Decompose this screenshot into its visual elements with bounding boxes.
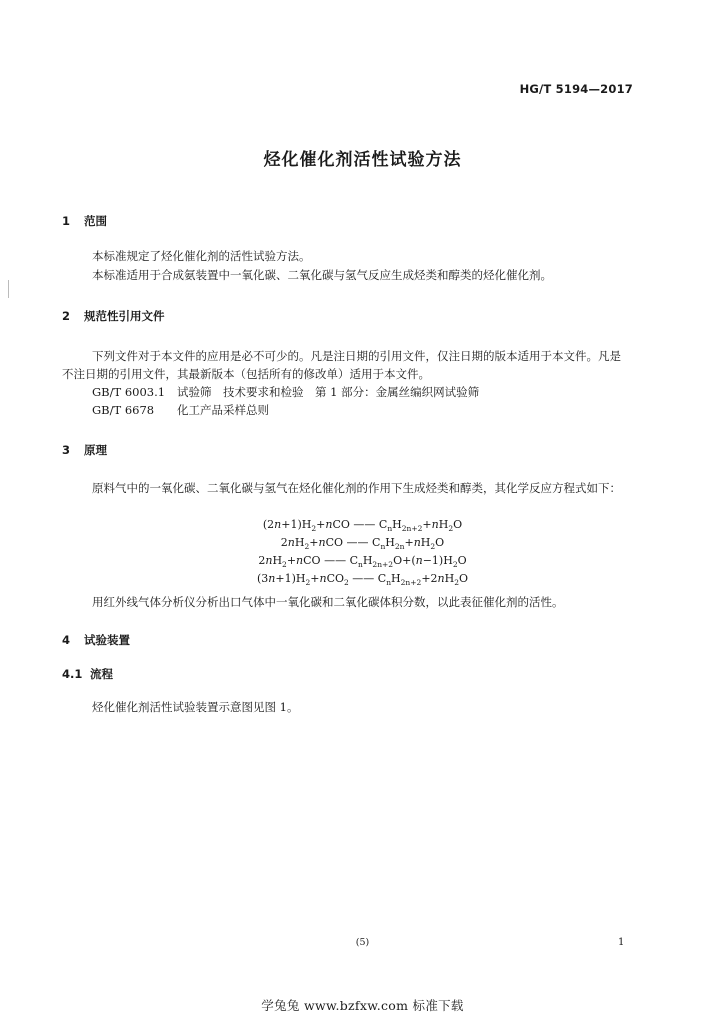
eq-text: + xyxy=(316,518,326,531)
eq-text: C xyxy=(349,554,358,567)
eq-sub: 2n+2 xyxy=(401,524,423,534)
section-number: 4 xyxy=(62,633,71,647)
section-2-heading xyxy=(62,308,165,324)
eq-sub: 2 xyxy=(304,542,310,552)
equation-3 xyxy=(0,552,725,569)
eq-arrow: —— xyxy=(324,554,347,567)
standard-code: HG/T 5194—2017 xyxy=(519,82,633,96)
eq-text: H xyxy=(272,554,283,567)
eq-text: +2 xyxy=(421,572,438,585)
eq-text: + xyxy=(309,536,319,549)
eq-arrow: —— xyxy=(353,518,376,531)
eq-text: O xyxy=(435,536,445,549)
eq-sub: 2 xyxy=(305,578,311,588)
eq-arrow: —— xyxy=(346,536,369,549)
subsection-number: 4.1 xyxy=(62,667,83,681)
section-title: 原理 xyxy=(84,443,107,457)
section-title: 范围 xyxy=(84,214,107,228)
equation-1 xyxy=(0,516,725,533)
paragraph: 烃化催化剂活性试验装置示意图见图 1。 xyxy=(92,700,299,714)
eq-text: 2 xyxy=(258,554,266,567)
eq-text: + xyxy=(422,518,432,531)
paragraph: 下列文件对于本文件的应用是必不可少的。凡是注日期的引用文件，仅注日期的版本适用于本文件。凡是不注日期的引用文件，其最新版本（包括所有的修改单）适用于本文件。 xyxy=(62,349,621,381)
eq-text: H xyxy=(294,536,305,549)
eq-var: n xyxy=(318,536,326,549)
page-number-right: 1 xyxy=(618,937,625,948)
eq-text: C xyxy=(372,536,381,549)
eq-sub: 2 xyxy=(452,560,458,570)
page-number-center: (5) xyxy=(355,937,370,948)
section-number: 1 xyxy=(62,214,71,228)
reference-item xyxy=(92,401,269,419)
eq-text: + xyxy=(404,536,414,549)
scan-artifact xyxy=(8,280,9,298)
subsection-title: 流程 xyxy=(90,667,113,681)
eq-sub: 2n xyxy=(394,542,405,552)
eq-sub: 2 xyxy=(311,524,317,534)
eq-text: CO xyxy=(325,536,344,549)
reference-title: 化工产品采样总则 xyxy=(177,403,269,417)
section-number: 3 xyxy=(62,443,71,457)
subsection-4-1-heading xyxy=(62,666,113,682)
eq-text: (3 xyxy=(256,572,269,585)
paragraph: 本标准规定了烃化催化剂的活性试验方法。 xyxy=(92,249,311,263)
eq-sub: n xyxy=(380,542,386,552)
eq-sub: 2 xyxy=(448,524,454,534)
eq-var: n xyxy=(431,518,439,531)
eq-text: (2 xyxy=(262,518,275,531)
eq-sub: 2 xyxy=(344,578,349,588)
eq-var: n xyxy=(325,518,333,531)
eq-sub: 2 xyxy=(282,560,287,570)
eq-var: n xyxy=(413,536,421,549)
eq-text: CO xyxy=(332,518,350,531)
eq-var: n xyxy=(319,572,327,585)
eq-sub: n xyxy=(357,560,363,570)
eq-text: O xyxy=(453,518,463,531)
eq-sub: n xyxy=(386,578,392,588)
eq-arrow: —— xyxy=(352,572,375,585)
section-4-heading xyxy=(62,632,130,648)
equation-2 xyxy=(0,534,725,551)
eq-sub: 2 xyxy=(454,578,459,588)
eq-text: −1)H xyxy=(422,554,453,567)
eq-var: n xyxy=(437,572,445,585)
eq-sub: 2n+2 xyxy=(400,578,422,588)
eq-text: H xyxy=(391,572,401,585)
reference-code: GB/T 6003.1 xyxy=(92,385,166,399)
reference-title: 试验筛 技术要求和检验 第 1 部分：金属丝编织网试验筛 xyxy=(177,385,480,399)
eq-text: O xyxy=(457,554,467,567)
eq-text: +1)H xyxy=(281,518,312,531)
eq-var: n xyxy=(287,536,295,549)
eq-text: C xyxy=(378,518,388,531)
eq-text: O+( xyxy=(393,554,416,567)
paragraph: 本标准适用于合成氨装置中一氧化碳、二氧化碳与氢气反应生成烃类和醇类的烃化催化剂。 xyxy=(92,268,552,282)
eq-text: H xyxy=(420,536,431,549)
section-3-heading xyxy=(62,442,107,458)
eq-var: n xyxy=(268,572,276,585)
eq-text: H xyxy=(362,554,373,567)
section-title: 规范性引用文件 xyxy=(84,309,165,323)
section-number: 2 xyxy=(62,309,71,323)
eq-text: H xyxy=(392,518,402,531)
eq-text: C xyxy=(377,572,387,585)
eq-text: H xyxy=(438,518,449,531)
eq-var: n xyxy=(296,554,304,567)
reference-item xyxy=(92,383,479,401)
paragraph: 用红外线气体分析仪分析出口气体中一氧化碳和二氧化碳体积分数，以此表征催化剂的活性。 xyxy=(92,595,564,609)
eq-text: H xyxy=(444,572,455,585)
reference-code: GB/T 6678 xyxy=(92,403,155,417)
eq-var: n xyxy=(265,554,273,567)
eq-text: O xyxy=(459,572,469,585)
eq-text: H xyxy=(385,536,395,549)
document-title: 烃化催化剂活性试验方法 xyxy=(263,150,462,170)
eq-text: CO xyxy=(303,554,321,567)
eq-text: CO xyxy=(326,572,344,585)
section-1-heading xyxy=(62,213,107,229)
eq-var: n xyxy=(415,554,423,567)
eq-sub: 2 xyxy=(430,542,436,552)
paragraph: 原料气中的一氧化碳、二氧化碳与氢气在烃化催化剂的作用下生成烃类和醇类，其化学反应方程式如下： xyxy=(92,481,621,495)
eq-text: + xyxy=(286,554,297,567)
eq-sub: 2n+2 xyxy=(372,560,394,570)
eq-var: n xyxy=(274,518,282,531)
eq-text: + xyxy=(310,572,320,585)
eq-sub: n xyxy=(387,524,393,534)
equation-4 xyxy=(0,570,725,587)
section-title: 试验装置 xyxy=(84,633,130,647)
eq-text: +1)H xyxy=(275,572,306,585)
eq-text: 2 xyxy=(280,536,288,549)
watermark-footer: 学兔兔 www.bzfxw.com 标准下载 xyxy=(261,998,464,1013)
